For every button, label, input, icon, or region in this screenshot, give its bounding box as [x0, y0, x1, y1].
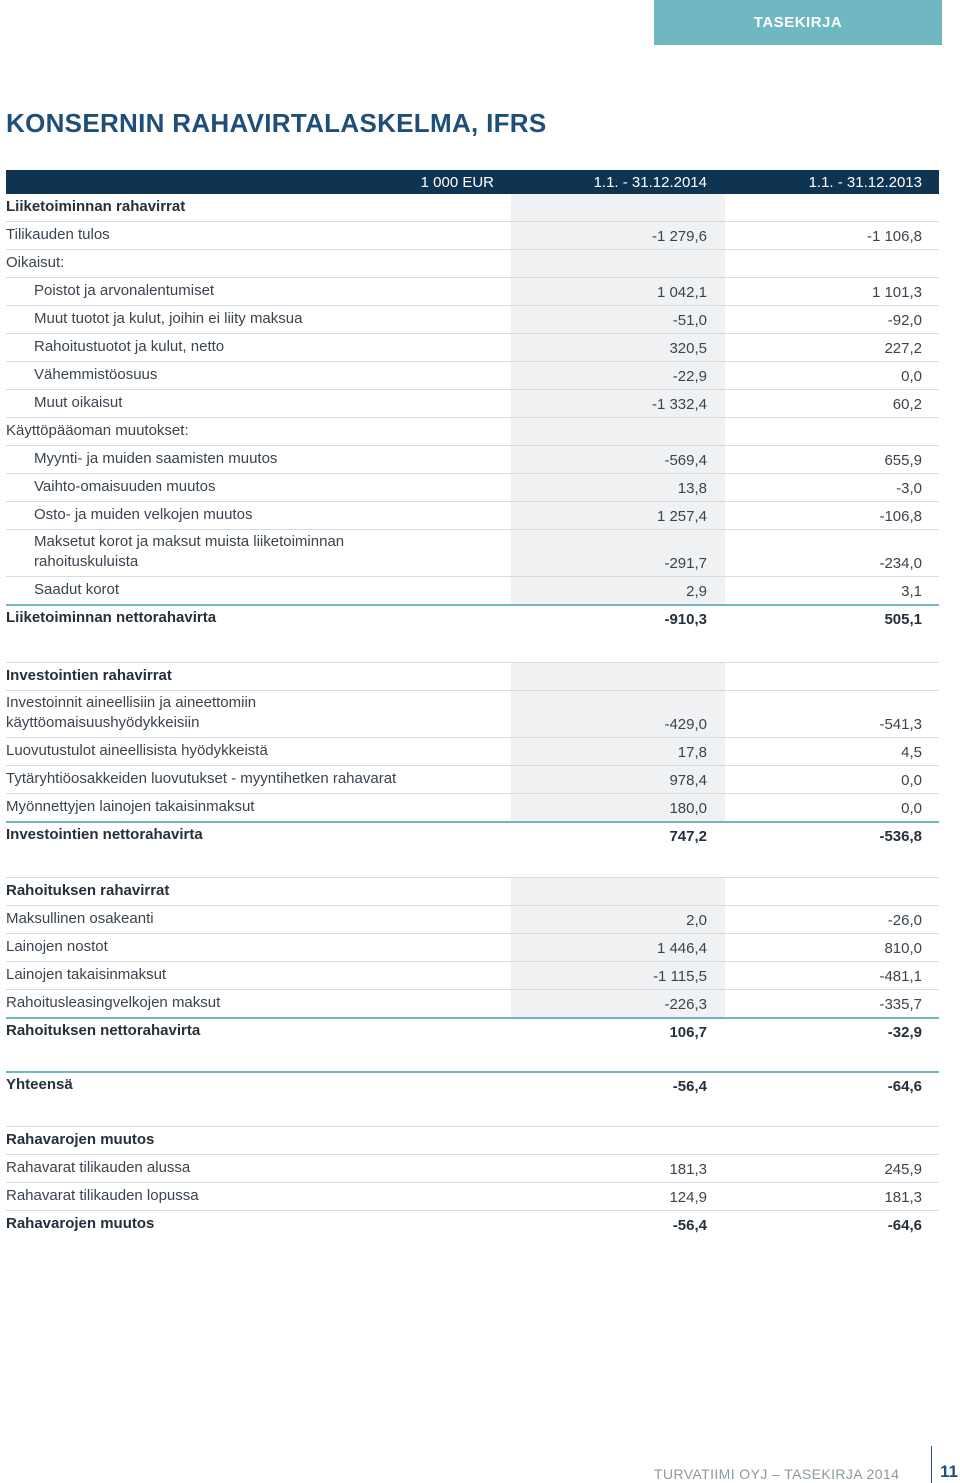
- value-2014: -291,7: [664, 555, 707, 572]
- column-shading: [511, 418, 725, 445]
- text: käyttöomaisuushyödykkeisiin: [6, 714, 200, 731]
- row-label: Vaihto-omaisuuden muutos: [34, 478, 216, 495]
- column-2013-header: 1.1. - 31.12.2013: [808, 174, 922, 191]
- value-2014: 106,7: [669, 1024, 707, 1041]
- row-label: Oikaisut:: [6, 254, 65, 271]
- value-2014: 181,3: [669, 1161, 707, 1178]
- value-2013: 227,2: [884, 340, 922, 357]
- value-2014: 1 446,4: [656, 940, 707, 957]
- value-2014: 2,0: [686, 912, 707, 929]
- value-2014: 978,4: [669, 772, 707, 789]
- value-2013: -32,9: [887, 1024, 922, 1041]
- value-2013: 245,9: [884, 1161, 922, 1178]
- row-label: Saadut korot: [34, 581, 120, 598]
- value-2014: -1 279,6: [651, 228, 707, 245]
- table-row: [6, 766, 939, 794]
- table-row: [6, 362, 939, 390]
- row-label: Rahoitusleasingvelkojen maksut: [6, 994, 221, 1011]
- row-label: Osto- ja muiden velkojen muutos: [34, 506, 253, 523]
- table-header: [6, 170, 939, 194]
- value-2013: -106,8: [879, 508, 922, 525]
- value-2013: -481,1: [879, 968, 922, 985]
- page-number: 11: [940, 1462, 958, 1481]
- row-label: Rahoitustuotot ja kulut, netto: [34, 338, 225, 355]
- value-2013: -3,0: [896, 480, 922, 497]
- section-heading: [6, 194, 939, 222]
- section-spacer: [6, 849, 939, 878]
- value-2013: 4,5: [901, 744, 922, 761]
- row-label: Lainojen takaisinmaksut: [6, 966, 167, 983]
- value-2014: -1 332,4: [651, 396, 707, 413]
- row-label: Myynti- ja muiden saamisten muutos: [34, 450, 278, 467]
- value-2013: 505,1: [884, 611, 922, 628]
- row-label: Tytäryhtiöosakkeiden luovutukset - myyntihetken rahavarat: [6, 770, 397, 787]
- text: rahoituskuluista: [34, 553, 139, 570]
- column-shading: [511, 663, 725, 690]
- row-label: Rahavarat tilikauden alussa: [6, 1159, 191, 1176]
- table-row: [6, 577, 939, 604]
- value-2013: 0,0: [901, 368, 922, 385]
- column-shading: [511, 194, 725, 221]
- value-2014: -910,3: [664, 611, 707, 628]
- table-row: [6, 962, 939, 990]
- value-2013: -64,6: [887, 1078, 922, 1095]
- value-2013: -64,6: [887, 1217, 922, 1234]
- value-2014: 17,8: [677, 744, 707, 761]
- value-2013: -536,8: [879, 828, 922, 845]
- value-2013: 181,3: [884, 1189, 922, 1206]
- table-row: [6, 1183, 939, 1211]
- row-label: Luovutustulot aineellisista hyödykkeistä: [6, 742, 268, 759]
- table-row: [6, 278, 939, 306]
- value-2013: 655,9: [884, 452, 922, 469]
- value-2014: -22,9: [672, 368, 707, 385]
- value-2013: -541,3: [879, 716, 922, 733]
- value-2013: 3,1: [901, 583, 922, 600]
- text: Maksetut korot ja maksut muista liiketoiminnan: [34, 533, 345, 550]
- table-row: [6, 446, 939, 474]
- table-row: [6, 1155, 939, 1183]
- value-2013: 0,0: [901, 800, 922, 817]
- total-row: [6, 1211, 939, 1238]
- value-2013: -92,0: [887, 312, 922, 329]
- table-row: [6, 691, 939, 738]
- value-2014: 124,9: [669, 1189, 707, 1206]
- row-label: Tilikauden tulos: [6, 226, 110, 243]
- value-2014: -51,0: [672, 312, 707, 329]
- footer-text: TURVATIIMI OYJ – TASEKIRJA 2014: [654, 1466, 900, 1482]
- value-2014: -1 115,5: [653, 968, 707, 985]
- total-row: [6, 604, 939, 632]
- value-2013: -234,0: [879, 555, 922, 572]
- table-row: [6, 530, 939, 577]
- value-2014: 1 042,1: [656, 284, 707, 301]
- section-heading: [6, 663, 939, 691]
- table-row: [6, 906, 939, 934]
- row-label: Rahoituksen rahavirrat: [6, 882, 170, 899]
- table-row: [6, 474, 939, 502]
- unit-header: 1 000 EUR: [420, 174, 494, 191]
- value-2014: 1 257,4: [656, 508, 707, 525]
- page-title: KONSERNIN RAHAVIRTALASKELMA, IFRS: [6, 108, 547, 138]
- text: Investoinnit aineellisiin ja aineettomiin: [6, 694, 257, 711]
- section-tab: TASEKIRJA: [654, 0, 942, 45]
- total-row: [6, 821, 939, 849]
- row-label: Lainojen nostot: [6, 938, 108, 955]
- row-label: Liiketoiminnan nettorahavirta: [6, 609, 217, 626]
- value-2013: -26,0: [887, 912, 922, 929]
- value-2014: -56,4: [672, 1217, 707, 1234]
- row-label: Yhteensä: [6, 1076, 73, 1093]
- row-label: Investointien nettorahavirta: [6, 826, 203, 843]
- section-spacer: [6, 1099, 939, 1127]
- table-row: [6, 502, 939, 530]
- table-row: [6, 222, 939, 250]
- row-label: Poistot ja arvonalentumiset: [34, 282, 215, 299]
- section-heading: [6, 1127, 939, 1155]
- table-row: [6, 306, 939, 334]
- row-label: Käyttöpääoman muutokset:: [6, 422, 189, 439]
- value-2014: -569,4: [664, 452, 707, 469]
- column-shading: [511, 878, 725, 905]
- row-label: Muut tuotot ja kulut, joihin ei liity maksua: [34, 310, 303, 327]
- table-row: [6, 934, 939, 962]
- row-label: Investointien rahavirrat: [6, 667, 172, 684]
- row-label: Myönnettyjen lainojen takaisinmaksut: [6, 798, 255, 815]
- row-label: [34, 532, 344, 572]
- column-2014-header: 1.1. - 31.12.2014: [593, 174, 707, 191]
- value-2013: 0,0: [901, 772, 922, 789]
- section-heading: [6, 878, 939, 906]
- value-2014: 320,5: [669, 340, 707, 357]
- total-row: [6, 1017, 939, 1045]
- value-2014: -429,0: [664, 716, 707, 733]
- value-2014: 747,2: [669, 828, 707, 845]
- value-2014: 180,0: [669, 800, 707, 817]
- row-label: Rahavarojen muutos: [6, 1215, 155, 1232]
- column-shading: [511, 250, 725, 277]
- row-label: Vähemmistöosuus: [34, 366, 158, 383]
- table-row: [6, 334, 939, 362]
- grand-total-row: [6, 1071, 939, 1099]
- table-row: [6, 990, 939, 1017]
- table-row: [6, 250, 939, 278]
- value-2013: 1 101,3: [871, 284, 922, 301]
- value-2013: 810,0: [884, 940, 922, 957]
- table-row: [6, 418, 939, 446]
- value-2014: 13,8: [677, 480, 707, 497]
- row-label: [6, 693, 256, 733]
- value-2013: -1 106,8: [866, 228, 922, 245]
- row-label: Rahavarojen muutos: [6, 1131, 155, 1148]
- row-label: Maksullinen osakeanti: [6, 910, 154, 927]
- cash-flow-table: [6, 170, 939, 1238]
- value-2013: 60,2: [892, 396, 922, 413]
- value-2014: -56,4: [672, 1078, 707, 1095]
- row-label: Muut oikaisut: [34, 394, 123, 411]
- section-spacer: [6, 1045, 939, 1071]
- row-label: Rahoituksen nettorahavirta: [6, 1022, 201, 1039]
- value-2013: -335,7: [879, 996, 922, 1013]
- row-label: Rahavarat tilikauden lopussa: [6, 1187, 199, 1204]
- table-row: [6, 738, 939, 766]
- value-2014: 2,9: [686, 583, 707, 600]
- value-2014: -226,3: [664, 996, 707, 1013]
- table-row: [6, 390, 939, 418]
- section-spacer: [6, 632, 939, 663]
- row-label: Liiketoiminnan rahavirrat: [6, 198, 186, 215]
- page-divider: [931, 1446, 932, 1483]
- table-row: [6, 794, 939, 821]
